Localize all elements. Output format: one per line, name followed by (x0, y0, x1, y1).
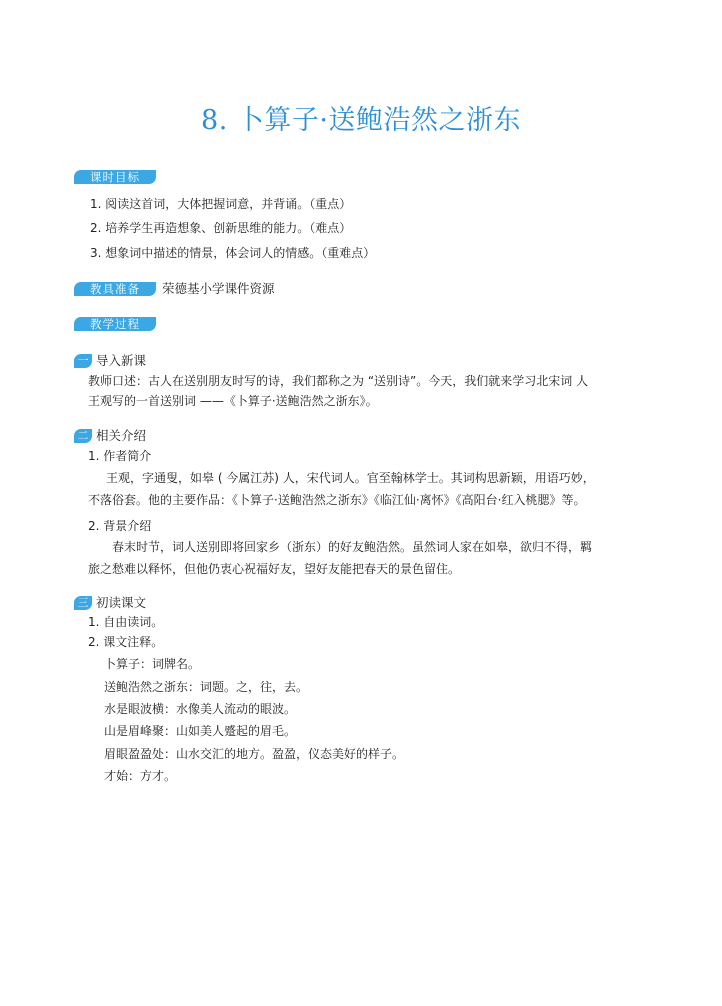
process-badge: 教学过程 (74, 317, 156, 331)
paragraph-line: 教师口述：古人在送别朋友时写的诗，我们都称之为 “送别诗”。今天，我们就来学习北宋词 人 (88, 374, 589, 388)
section-number: 二 (74, 429, 92, 443)
list-item: 1. 自由读词。 (88, 615, 164, 629)
paragraph-line: 王观，字通叟，如皋 ( 今属江苏) 人，宋代词人。官至翰林学士。其词构思新颖，用语巧妙， (106, 471, 595, 485)
note-line: 送鲍浩然之浙东：词题。之，往，去。 (104, 680, 309, 694)
prep-text: 荣德基小学课件资源 (162, 281, 275, 296)
note-line: 山是眉峰聚：山如美人蹙起的眉毛。 (104, 724, 297, 738)
objective-item: 3. 想象词中描述的情景，体会词人的情感。（重难点） (90, 246, 376, 260)
objective-item: 1. 阅读这首词，大体把握词意，并背诵。（重点） (90, 197, 352, 211)
objective-item: 2. 培养学生再造想象、创新思维的能力。（难点） (90, 221, 352, 235)
subheading: 1. 作者简介 (88, 449, 152, 463)
section-title: 初读课文 (96, 595, 147, 610)
paragraph-line: 王观写的一首送别词 ——《卜算子·送鲍浩然之浙东》。 (88, 394, 378, 408)
section-title: 相关介绍 (96, 428, 147, 443)
paragraph-line: 旅之愁难以释怀，但他仍衷心祝福好友，望好友能把春天的景色留住。 (88, 562, 461, 576)
objectives-badge: 课时目标 (74, 170, 156, 184)
note-line: 卜算子：词牌名。 (104, 657, 201, 671)
note-line: 水是眼波横：水像美人流动的眼波。 (104, 702, 297, 716)
section-number: 三 (74, 596, 92, 610)
prep-badge: 教具准备 (74, 282, 156, 296)
list-item: 2. 课文注释。 (88, 635, 164, 649)
note-line: 才始：方才。 (104, 769, 177, 783)
page-title: 8. 卜算子·送鲍浩然之浙东 (201, 105, 521, 136)
note-line: 眉眼盈盈处：山水交汇的地方。盈盈，仪态美好的样子。 (104, 747, 405, 761)
paragraph-line: 春末时节，词人送别即将回家乡（浙东）的好友鲍浩然。虽然词人家在如皋，欲归不得，羁 (112, 540, 593, 554)
section-title: 导入新课 (96, 353, 147, 368)
paragraph-line: 不落俗套。他的主要作品：《卜算子·送鲍浩然之浙东》《临江仙·离怀》《高阳台·红入桃腮》等。 (88, 493, 586, 507)
section-number: 一 (74, 354, 92, 368)
subheading: 2. 背景介绍 (88, 519, 152, 533)
